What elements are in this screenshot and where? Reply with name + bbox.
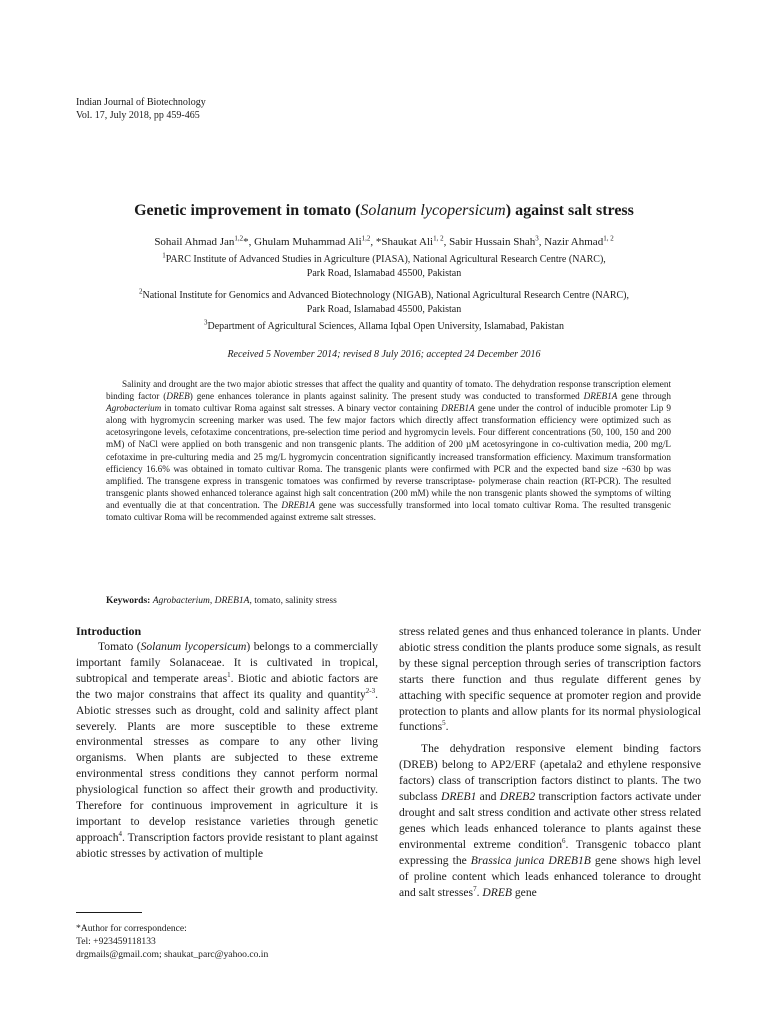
intro-paragraph-1-continued: stress related genes and thus enhanced tolerance in plants. Under abiotic stress condition the plants produce some signals, as result by these signal perception through series of transcription factors starts there function and thus regulate different genes by attaching with specific sequence at promoter region and provide protection to plants and allow plants for its normal physiological functions$^5$. bbox=[399, 625, 701, 734]
affiliation-2: $^2$National Institute for Genomics and Advanced Biotechnology (NIGAB), National Agricultural Research Centre (NARC), Park Road, Islamabad 45500, Pakistan bbox=[138, 287, 630, 315]
author-affiliation-marker: 1, 2 bbox=[433, 234, 444, 243]
affiliation-1: $^1$PARC Institute of Advanced Studies in Agriculture (PIASA), National Agricultural Research Centre (NARC), Park Road, Islamabad 45500, Pakistan bbox=[162, 251, 606, 279]
affiliation-3: $^3$Department of Agricultural Sciences, Allama Iqbal Open University, Islamabad, Pakistan bbox=[204, 318, 564, 332]
intro-paragraph-1: Tomato (Solanum lycopersicum) belongs to a commercially important family Solanaceae. It is cultivated in tropical, subtropical and temperate areas$^1$. Biotic and abiotic factors are the two major constrains that affect its quality and quantity$^{2-3}$. Abiotic stresses such as drought, cold and salinity affect plant severely. Plants are more susceptible to these extreme environmental stresses as compare to any other living organisms. When plants are subjected to these extreme environmental stress conditions they cannot perform normal physiological function so affect their growth and productivity. Therefore for continuous improvement in agriculture it is important to develop resistance varieties through genetic approach$^4$. Transcription factors provide resistant to plant against abiotic stresses by activation of multiple bbox=[76, 640, 379, 860]
author-list: Sohail Ahmad Jan$^{1,2}$*, Ghulam Muhammad Ali$^{1,2}$, *Shaukat Ali$^{1, 2}$, Sabir Hussain Shah$^3$, Nazir Ahmad$^{1, 2}$ bbox=[154, 234, 614, 248]
author-name: Ghulam Muhammad Ali bbox=[254, 236, 362, 248]
title-species: Solanum lycopersicum bbox=[360, 202, 506, 219]
author-name: Nazir Ahmad bbox=[544, 236, 604, 248]
author-name: Sohail Ahmad Jan bbox=[154, 236, 235, 248]
keywords-label: Keywords: bbox=[106, 596, 151, 606]
correspondence-footnote bbox=[76, 922, 268, 961]
author-name: *Shaukat Ali bbox=[375, 236, 434, 248]
author-affiliation-marker: 1,2 bbox=[234, 234, 244, 243]
author-name: Sabir Hussain Shah bbox=[449, 236, 536, 248]
received-dates: Received 5 November 2014; revised 8 July 2016; accepted 24 December 2016 bbox=[227, 349, 541, 360]
correspondence-author: *Author for correspondence: bbox=[76, 923, 187, 934]
correspondence-tel: Tel: +923459118133 bbox=[76, 936, 156, 947]
keywords-list: Agrobacterium, DREB1A, tomato, salinity stress bbox=[152, 596, 337, 606]
section-heading-introduction: Introduction bbox=[76, 624, 142, 638]
journal-volume: Vol. 17, July 2018, pp 459-465 bbox=[76, 110, 200, 121]
right-column bbox=[399, 624, 701, 900]
journal-info bbox=[76, 96, 206, 122]
paper-title bbox=[0, 202, 768, 220]
intro-paragraph-2: The dehydration responsive element binding factors (DREB) belong to AP2/ERF (apetala2 and ethylene responsive factors) class of transcription factors distinct to plants. The two subclass DREB1 and DREB2 transcription factors activate under drought and salt stress condition and activate other stress related genes which leads enhanced tolerance to plants against these environmental extreme condition$^6$. Transgenic tobacco plant expressing the Brassica junica DREB1B gene shows high level of proline content which leads enhanced tolerance to drought and salt stresses$^7$. DREB gene bbox=[399, 742, 701, 899]
correspondence-email: drgmails@gmail.com; shaukat_parc@yahoo.co.in bbox=[76, 949, 269, 960]
keywords bbox=[106, 596, 337, 606]
left-column bbox=[76, 623, 378, 862]
title-prefix: Genetic improvement in tomato ( bbox=[134, 202, 361, 219]
journal-name: Indian Journal of Biotechnology bbox=[76, 97, 206, 108]
title-suffix: ) against salt stress bbox=[505, 202, 634, 219]
author-affiliation-marker: 1,2 bbox=[361, 234, 371, 243]
author-affiliation-marker: 1, 2 bbox=[603, 234, 614, 243]
author-affiliation-marker: 3 bbox=[535, 234, 539, 243]
abstract: Salinity and drought are the two major abiotic stresses that affect the quality and quantity of tomato. The dehydration response transcription element binding factor (DREB) gene enhances tolerance in plants against salinity. The present study was conducted to transformed DREB1A gene through Agrobacterium in tomato cultivar Roma against salt stresses. A binary vector containing DREB1A gene under the control of inducible promoter Lip 9 along with hygromycin screening marker was used. The few major factors which directly affect transformation efficiency were optimized such as acetosyringone levels, cefotaxime concentrations, pre-selection time period and hygromycin levels. Four different concentrations (50, 100, 150 and 200 mM) of NaCl were applied on both transgenic and non transgenic plants. The addition of 200 µM acetosyringone in co-cultivation media, 200 mg/L cefotaxime in pre-culturing media and 25 mg/L hygromycin concentration significantly increased transformation efficiency. Maximum transformation efficiency 16.6% was obtained in tomato cultivar Roma. The transgenic plants were confirmed with PCR and the expected band size ~630 bp was amplified. The transgene express in transgenic tomatoes was confirmed by reverse transcriptase- polymerase chain reaction (RT-PCR). The resulted transgenic plants showed enhanced tolerance against high salt concentration (200 mM) while the non transgenic plants showed the symptoms of wilting and eventually die at that concentration. The DREB1A gene was successfully transformed into local tomato cultivar Roma. The resulted transgenic tomato cultivar Roma will be recommended against extreme salt stresses. bbox=[106, 379, 671, 523]
footnote-divider bbox=[76, 912, 142, 913]
